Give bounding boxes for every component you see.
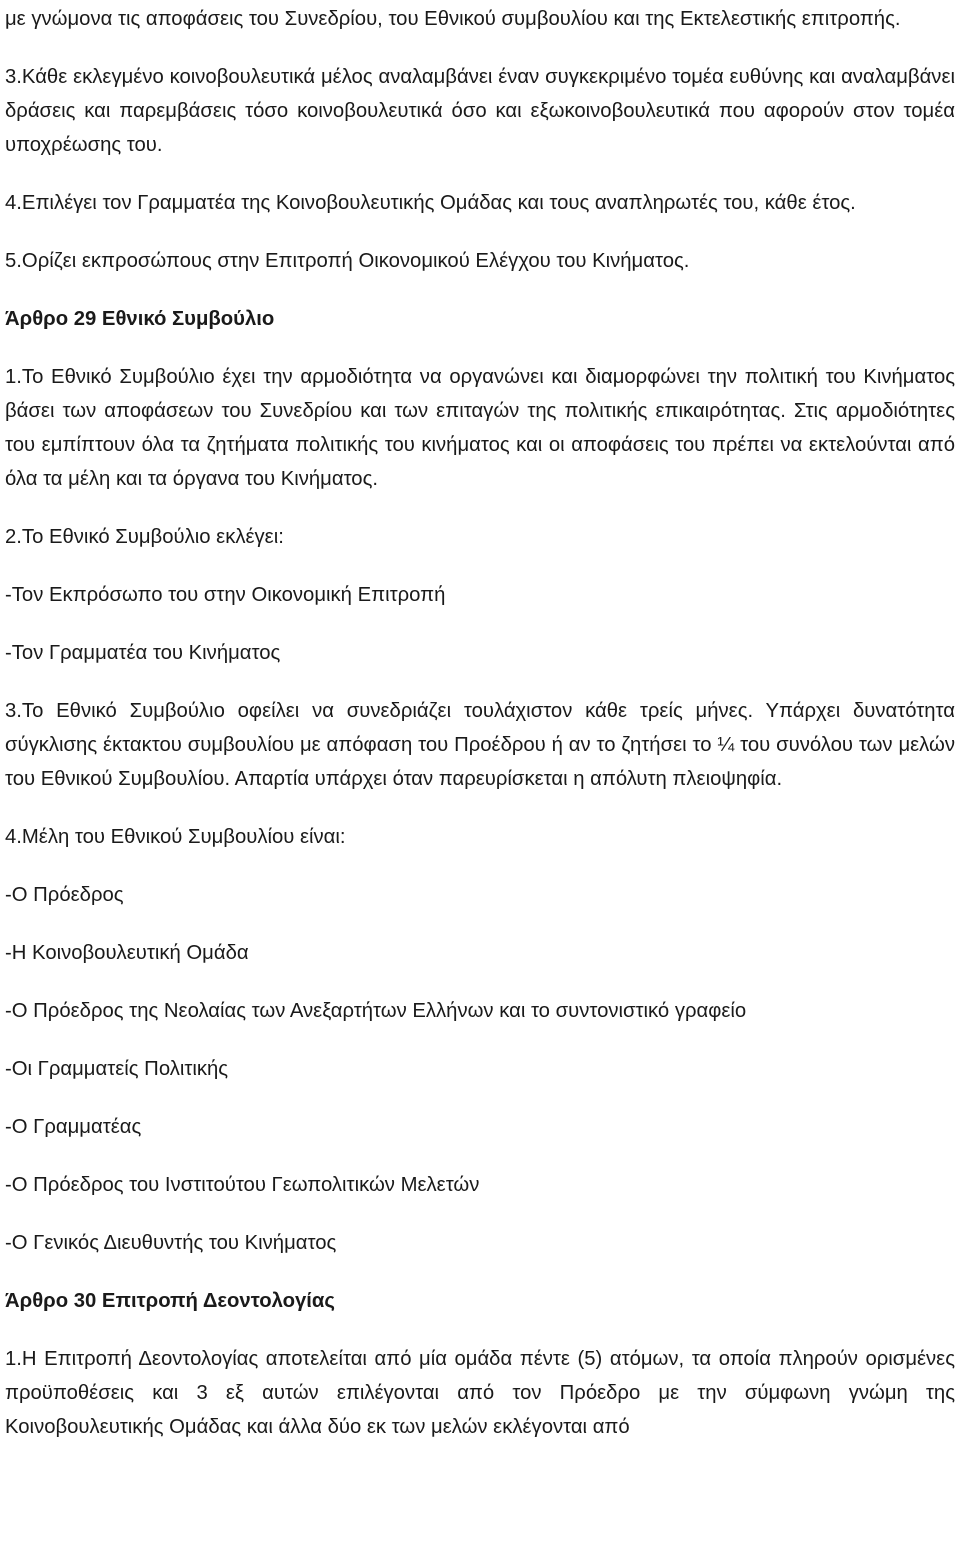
- article-29-paragraph-4: 4.Μέλη του Εθνικού Συμβουλίου είναι:: [5, 826, 346, 848]
- list-item: -Ο Πρόεδρος του Ινστιτούτου Γεωπολιτικών Μελετών: [5, 1174, 480, 1196]
- list-item: -Τον Εκπρόσωπο του στην Οικονομική Επιτροπή: [5, 584, 446, 606]
- paragraph-continuation: με γνώμονα τις αποφάσεις του Συνεδρίου, του Εθνικού συμβουλίου και της Εκτελεστικής επιτροπής.: [5, 8, 901, 30]
- paragraph-item-5: 5.Ορίζει εκπροσώπους στην Επιτροπή Οικονομικού Ελέγχου του Κινήματος.: [5, 250, 690, 272]
- article-29-paragraph-2: 2.Το Εθνικό Συμβούλιο εκλέγει:: [5, 526, 284, 548]
- list-item: -Η Κοινοβουλευτική Ομάδα: [5, 942, 249, 964]
- article-30-heading: Άρθρο 30 Επιτροπή Δεοντολογίας: [5, 1290, 335, 1312]
- article-29-paragraph-3: 3.Το Εθνικό Συμβούλιο οφείλει να συνεδριάζει τουλάχιστον κάθε τρείς μήνες. Υπάρχει δυνατότητα σύγκλισης έκτακτου συμβουλίου με απόφαση του Προέδρου ή αν το ζητήσει το ¼ του συνόλου των μελών του Εθνικού Συμβουλίου. Απαρτία υπάρχει όταν παρευρίσκεται η απόλυτη πλειοψηφία.: [5, 700, 955, 790]
- list-item: -Ο Γραμματέας: [5, 1116, 142, 1138]
- article-29-heading: Άρθρο 29 Εθνικό Συμβούλιο: [5, 308, 275, 330]
- document-page: [5, 0, 955, 1444]
- list-item: -Ο Πρόεδρος: [5, 884, 124, 906]
- article-30-paragraph-1: 1.Η Επιτροπή Δεοντολογίας αποτελείται από μία ομάδα πέντε (5) ατόμων, τα οποία πληρούν ορισμένες προϋποθέσεις και 3 εξ αυτών επιλέγονται από τον Πρόεδρο με την σύμφωνη γνώμη της Κοινοβουλευτικής Ομάδας και άλλα δύο εκ των μελών εκλέγονται από: [5, 1348, 955, 1438]
- list-item: -Ο Γενικός Διευθυντής του Κινήματος: [5, 1232, 337, 1254]
- paragraph-item-4: 4.Επιλέγει τον Γραμματέα της Κοινοβουλευτικής Ομάδας και τους αναπληρωτές του, κάθε έτος.: [5, 192, 856, 214]
- paragraph-item-3: 3.Κάθε εκλεγμένο κοινοβουλευτικά μέλος αναλαμβάνει έναν συγκεκριμένο τομέα ευθύνης και αναλαμβάνει δράσεις και παρεμβάσεις τόσο κοινοβουλευτικά όσο και εξωκοινοβουλευτικά που αφορούν στον τομέα υποχρέωσης του.: [5, 66, 955, 156]
- list-item: -Ο Πρόεδρος της Νεολαίας των Ανεξαρτήτων Ελλήνων και το συντονιστικό γραφείο: [5, 1000, 747, 1022]
- list-item: -Οι Γραμματείς Πολιτικής: [5, 1058, 229, 1080]
- list-item: -Τον Γραμματέα του Κινήματος: [5, 642, 281, 664]
- article-29-paragraph-1: 1.Το Εθνικό Συμβούλιο έχει την αρμοδιότητα να οργανώνει και διαμορφώνει την πολιτική του Κινήματος βάσει των αποφάσεων του Συνεδρίου και των επιταγών της πολιτικής επικαιρότητας. Στις αρμοδιότητες του εμπίπτουν όλα τα ζητήματα πολιτικής του κινήματος και οι αποφάσεις του πρέπει να εκτελούνται από όλα τα μέλη και τα όργανα του Κινήματος.: [5, 366, 955, 490]
